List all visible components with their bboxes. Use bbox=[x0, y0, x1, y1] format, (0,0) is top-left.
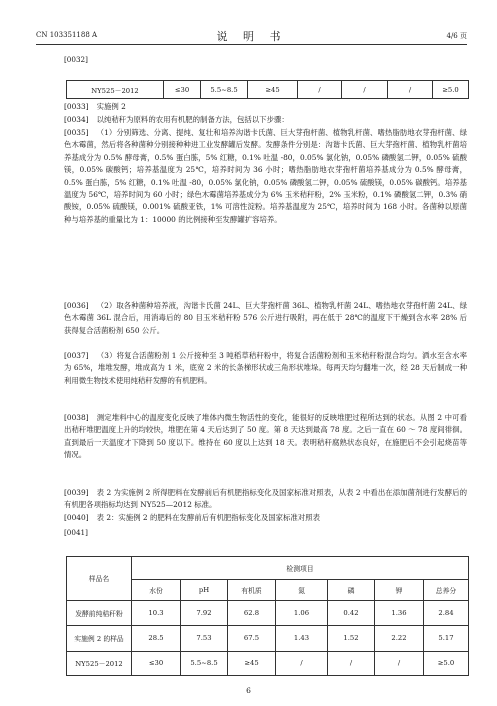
table-row bbox=[67, 626, 469, 651]
paragraph-text: 表 2 为实施例 2 所得肥料在发酵前后有机肥指标变化及国家标准对照表，从表 2 中看出在添加菌剂进行发酵后的有机肥各项指标均达到 NY525—2012 标准。 bbox=[64, 488, 467, 510]
patent-number: CN 103351188 A bbox=[36, 31, 98, 39]
table-cell: 1.36 bbox=[375, 600, 424, 625]
paragraph-text: 表 2：实施例 2 的肥料在发酵前后有机肥指标变化及国家标准对照表 bbox=[96, 513, 320, 522]
paragraph-text: （2）取各种菌种培养液，沟谐卡氏菌 24L、巨大芽孢杆菌 36L、植物乳杆菌 24L、嗜热地衣芽孢杆菌 24L、绿色木霉菌 36L 混合后，用消毒后的 80 目玉米秸秆粉 576 公斤进行吸附，再在低于 28℃的温度下干燥到含水率 28% 后获得复合活菌粉剂 650 公斤。 bbox=[64, 301, 467, 335]
table-cell: 10.3 bbox=[132, 600, 181, 625]
table-cell: 62.8 bbox=[228, 600, 276, 625]
row-label: 实施例 2 的样品 bbox=[67, 626, 132, 651]
paragraph-tag: [0037] bbox=[64, 351, 89, 360]
table-row bbox=[67, 600, 469, 625]
table-header-row bbox=[67, 557, 469, 580]
table-cell: 5.5~8.5 bbox=[201, 81, 248, 99]
table-cell: 2.22 bbox=[375, 626, 424, 651]
paragraph-tag: [0040] bbox=[64, 513, 89, 522]
column-header: 氮 bbox=[276, 580, 328, 600]
column-header: 总养分 bbox=[424, 580, 469, 600]
table-cell: ≥45 bbox=[228, 651, 276, 675]
table-cell: 2.84 bbox=[424, 600, 469, 625]
paragraph-0036 bbox=[64, 300, 467, 337]
paragraph-text: 以纯秸秆为原料的农用有机肥的制备方法，包括以下步骤： bbox=[96, 115, 289, 124]
table-cell: 0.42 bbox=[328, 600, 375, 625]
paragraph-0037 bbox=[64, 350, 467, 387]
column-header-sample: 样品名 bbox=[67, 557, 132, 601]
paragraph-tag: [0038] bbox=[64, 413, 89, 422]
results-table bbox=[66, 556, 469, 676]
paragraph-0038 bbox=[64, 412, 467, 462]
row-label: NY525－2012 bbox=[67, 651, 132, 675]
paragraph-text: （1）分别筛选、分离、提纯、复壮和培养沟谐卡氏菌、巨大芽孢杆菌、植物乳杆菌、嗜热脂肪地衣芽孢杆菌、绿色木霉菌，然后将各种菌种分别接种种进工业发酵罐后发酵。发酵条件分别是：沟谐卡氏菌、巨大芽孢杆菌、植物乳杆菌培养基成分为 0.5% 酵母膏，0.5% 蛋白胨，5% 红糖，0.1% 吐温 -80，0.05% 氯化钠，0.05% 磷酸氢二钾，0.05% 硫酸镁，0.05% 碳酸钙；培养基温度为 25℃，培养时间为 36 小时；嗜热脂肪地衣芽孢杆菌培养基成分为 0.5% 酵母膏，0.5% 蛋白胨，5% 红糖，0.1% 吐温 -80，0.05% 氯化钠，0.05% 磷酸氢二钾，0.05% 硫酸镁，0.05% 碳酸钙。培养基温度为 56℃，培养时间为 60 小时；绿色木霉菌培养基成分为 6% 玉米秸秆粉，2% 玉米粉，0.1% 磷酸氢二钾，0.3% 硝酸铵，0.05% 硫酸镁，0.001% 硫酸亚铁，1% 可溶性淀粉。培养基温度为 25℃，培养时间为 168 小时。各菌种以原菌种与培养基的重量比为 1：10000 的比例接种至发酵罐扩容培养。 bbox=[64, 128, 467, 224]
column-header: pH bbox=[181, 580, 228, 600]
paragraph-tag: [0032] bbox=[64, 55, 88, 64]
table-cell: 7.92 bbox=[181, 600, 228, 625]
page-number: 6 bbox=[246, 686, 251, 695]
paragraph-tag: [0041] bbox=[64, 528, 88, 537]
page-indicator: 4/6 页 bbox=[446, 32, 467, 40]
table-cell: / bbox=[298, 81, 342, 99]
paragraph-0040 bbox=[64, 512, 467, 524]
paragraph-text: 测定堆料中心的温度变化反映了堆体内微生物活性的变化，能很好的反映堆肥过程所达到的状态。从图 2 中可看出秸秆堆肥温度上升的均较快，堆肥在第 4 天后达到了 50 度。第 8 天达到最高 78 度。之后一直在 60 ～ 78 度间徘徊。直到最后一天温度才下降到 50 度以下。维持在 60 度以上达到 18 天。表明秸秆腐熟状态良好，在施肥后不会引起烧苗等情况。 bbox=[64, 413, 467, 460]
table-cell: / bbox=[342, 81, 388, 99]
row-label: 发酵前纯秸秆粉 bbox=[67, 600, 132, 625]
table-cell: ≤30 bbox=[164, 81, 201, 99]
table-cell: NY525－2012 bbox=[67, 81, 164, 99]
page-header bbox=[36, 28, 467, 44]
paragraph-tag: [0039] bbox=[64, 488, 89, 497]
column-header: 有机质 bbox=[228, 580, 276, 600]
table-cell: / bbox=[388, 81, 433, 99]
column-header: 水份 bbox=[132, 580, 181, 600]
table-cell: ≥5.0 bbox=[424, 651, 469, 675]
header-rule bbox=[36, 44, 467, 45]
paragraph-0039 bbox=[64, 487, 467, 512]
table-cell: 1.06 bbox=[276, 600, 328, 625]
paragraph-0035 bbox=[64, 127, 467, 226]
table-cell: 5.5~8.5 bbox=[181, 651, 228, 675]
paragraph-0033 bbox=[64, 101, 467, 113]
paragraph-tag: [0034] bbox=[64, 115, 89, 124]
paragraph-tag: [0033] bbox=[64, 102, 89, 111]
table-cell: 28.5 bbox=[132, 626, 181, 651]
table-cell: ≥45 bbox=[248, 81, 298, 99]
column-header: 磷 bbox=[328, 580, 375, 600]
table-row bbox=[67, 651, 469, 675]
paragraph-tag: [0035] bbox=[64, 128, 89, 137]
table-cell: 67.5 bbox=[228, 626, 276, 651]
table-cell: ≤30 bbox=[132, 651, 181, 675]
paragraph-text: 实施例 2 bbox=[96, 102, 126, 111]
table-cell: 1.52 bbox=[328, 626, 375, 651]
paragraph-tag: [0036] bbox=[64, 301, 89, 310]
paragraph-0034 bbox=[64, 114, 467, 126]
table-cell: 5.17 bbox=[424, 626, 469, 651]
table-row bbox=[67, 81, 469, 99]
table-cell: ≥5.0 bbox=[433, 81, 469, 99]
column-header: 钾 bbox=[375, 580, 424, 600]
table-cell: / bbox=[276, 651, 328, 675]
document-title: 说 明 书 bbox=[216, 30, 287, 43]
paragraph-text: （3）将复合活菌粉剂 1 公斤接种至 3 吨稻草秸秆粉中，将复合活菌粉剂和玉米秸秆粉混合均匀。洒水至含水率为 65%，堆堆发酵，堆成高为 1 米，底宽 2 米的长条梯形状或三角形状堆垛。每两天均匀翻堆一次，经 28 天后制成一种利用微生物技术使用纯秸秆发酵的有机肥料。 bbox=[64, 351, 467, 385]
column-header-group: 检测项目 bbox=[132, 557, 469, 580]
table-cell: 7.53 bbox=[181, 626, 228, 651]
standard-table bbox=[66, 80, 469, 99]
table-cell: / bbox=[328, 651, 375, 675]
table-cell: / bbox=[375, 651, 424, 675]
table-cell: 1.43 bbox=[276, 626, 328, 651]
